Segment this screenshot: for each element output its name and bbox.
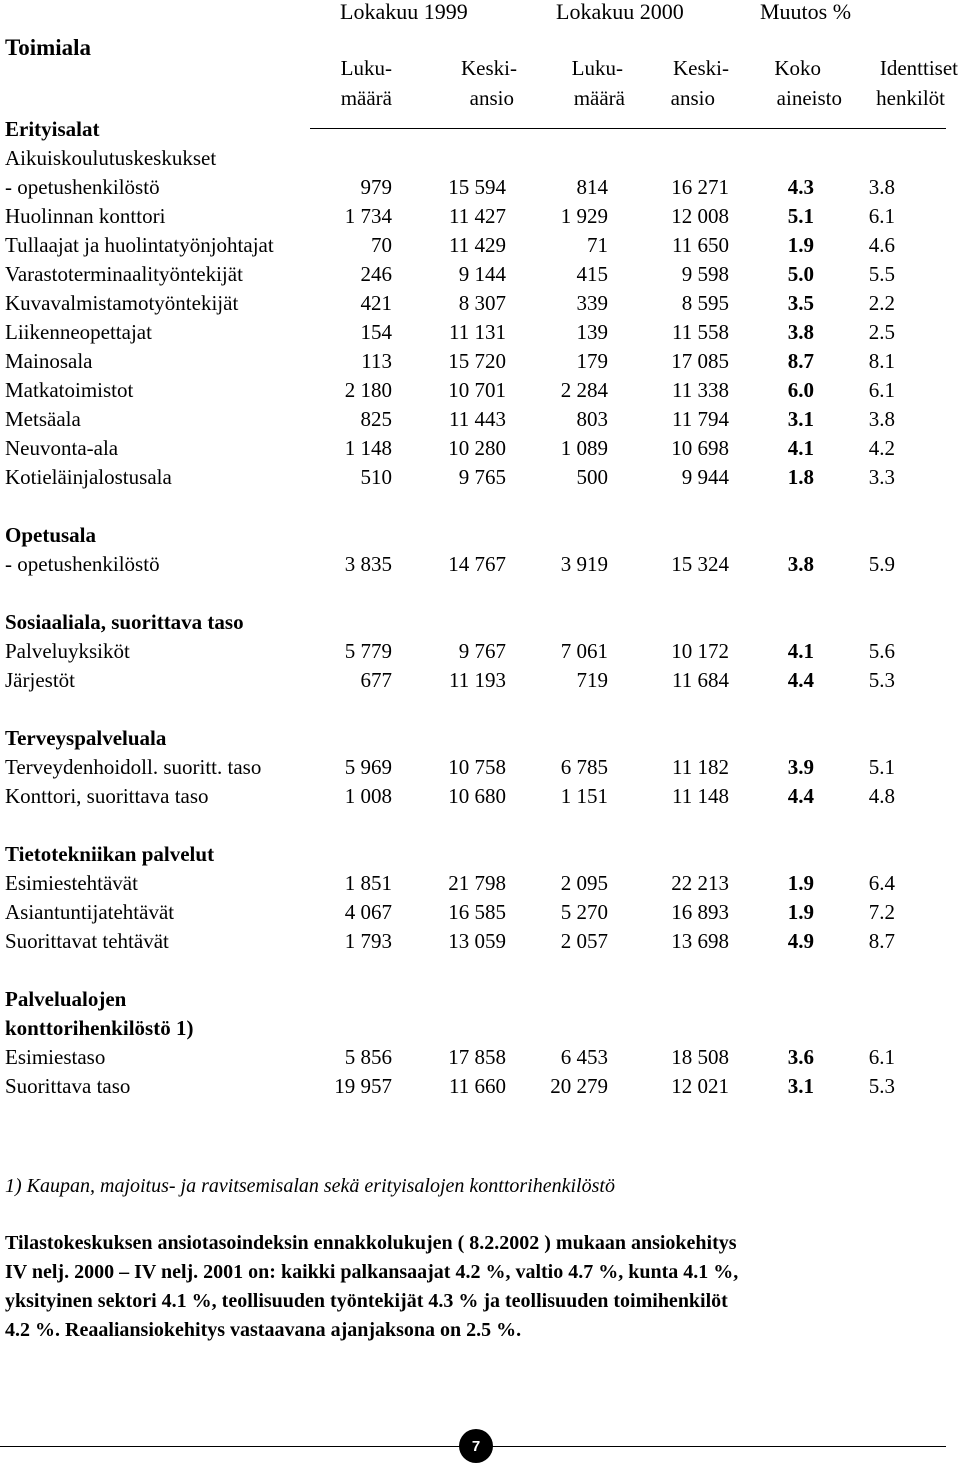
cell-avg-2000: 18 508	[671, 1045, 729, 1069]
cell-count-2000: 2 095	[560, 871, 608, 895]
col-identical-persons-line2: henkilöt	[876, 86, 945, 110]
cell-change-whole: 4.4	[787, 668, 814, 692]
cell-avg-1999: 11 660	[449, 1074, 506, 1098]
cell-count-1999: 510	[360, 465, 392, 489]
col-identical-persons-line1: Identtiset	[879, 56, 958, 80]
cell-change-whole: 3.6	[787, 1045, 814, 1069]
cell-avg-2000: 11 558	[672, 320, 729, 344]
row-label: Esimiestaso	[5, 1045, 106, 1069]
summary-line: yksityinen sektori 4.1 %, teollisuuden työntekijät 4.3 % ja teollisuuden toimihenkilöt	[5, 1290, 728, 1312]
section-title: Opetusala	[5, 523, 97, 547]
col-avg-2000-line2: ansio	[670, 86, 715, 110]
cell-change-identical: 6.4	[868, 871, 895, 895]
table-row	[0, 1045, 960, 1069]
cell-avg-1999: 11 429	[449, 233, 506, 257]
cell-avg-2000: 22 213	[671, 871, 729, 895]
spacer-row	[0, 494, 960, 518]
cell-count-1999: 70	[371, 233, 392, 257]
cell-change-whole: 5.1	[787, 204, 814, 228]
table-row	[0, 233, 960, 257]
table-row	[0, 929, 960, 953]
cell-count-1999: 421	[360, 291, 392, 315]
cell-count-1999: 677	[360, 668, 392, 692]
section-title: Tietotekniikan palvelut	[5, 842, 215, 866]
period-2000-header: Lokakuu 2000	[556, 0, 684, 24]
cell-change-identical: 3.8	[868, 407, 895, 431]
cell-avg-2000: 10 172	[671, 639, 729, 663]
cell-count-2000: 179	[576, 349, 608, 373]
cell-change-whole: 4.4	[787, 784, 814, 808]
cell-change-whole: 6.0	[787, 378, 814, 402]
cell-change-whole: 5.0	[787, 262, 814, 286]
cell-avg-2000: 12 021	[671, 1074, 729, 1098]
row-label: Tullaajat ja huolintatyönjohtajat	[5, 233, 274, 257]
cell-count-1999: 1 148	[344, 436, 392, 460]
cell-count-1999: 2 180	[344, 378, 392, 402]
cell-avg-1999: 10 680	[448, 784, 506, 808]
cell-change-whole: 3.5	[787, 291, 814, 315]
cell-count-1999: 5 969	[344, 755, 392, 779]
row-label: Neuvonta-ala	[5, 436, 119, 460]
section-title: Erityisalat	[5, 117, 100, 141]
cell-change-identical: 2.5	[868, 320, 895, 344]
cell-avg-1999: 10 758	[448, 755, 506, 779]
cell-change-whole: 3.1	[787, 1074, 814, 1098]
row-label: Järjestöt	[5, 668, 75, 692]
col-avg-1999-line1: Keski-	[461, 56, 517, 80]
cell-change-identical: 2.2	[868, 291, 895, 315]
row-label: Konttori, suorittava taso	[5, 784, 209, 808]
cell-change-identical: 8.1	[868, 349, 895, 373]
cell-avg-2000: 11 182	[672, 755, 729, 779]
table-row	[0, 262, 960, 286]
summary-paragraph	[5, 1229, 905, 1345]
cell-avg-1999: 10 280	[448, 436, 506, 460]
row-label: Aikuiskoulutuskeskukset	[5, 146, 217, 170]
cell-count-2000: 1 089	[560, 436, 608, 460]
cell-avg-1999: 15 594	[448, 175, 506, 199]
section-title: Sosiaaliala, suorittava taso	[5, 610, 244, 634]
table-row	[0, 349, 960, 373]
cell-change-identical: 3.8	[868, 175, 895, 199]
cell-count-2000: 719	[576, 668, 608, 692]
row-label: Varastoterminaalityöntekijät	[5, 262, 243, 286]
summary-line: Tilastokeskuksen ansiotasoindeksin ennakkolukujen ( 8.2.2002 ) mukaan ansiokehitys	[5, 1232, 737, 1254]
section-header-row	[0, 610, 960, 634]
cell-count-2000: 6 453	[560, 1045, 608, 1069]
row-label: Mainosala	[5, 349, 93, 373]
summary-line: IV nelj. 2000 – IV nelj. 2001 on: kaikki palkansaajat 4.2 %, valtio 4.7 %, kunta 4.1 %,	[5, 1261, 739, 1283]
cell-count-2000: 7 061	[560, 639, 608, 663]
cell-change-identical: 5.1	[868, 755, 895, 779]
cell-avg-2000: 8 595	[681, 291, 729, 315]
section-header-row	[0, 726, 960, 750]
row-label: Huolinnan konttori	[5, 204, 166, 228]
cell-change-identical: 6.1	[868, 204, 895, 228]
cell-avg-1999: 21 798	[448, 871, 506, 895]
row-label: Asiantuntijatehtävät	[5, 900, 175, 924]
cell-count-2000: 5 270	[560, 900, 608, 924]
section-header-row	[0, 842, 960, 866]
cell-change-whole: 1.8	[787, 465, 814, 489]
cell-count-1999: 3 835	[344, 552, 392, 576]
cell-count-1999: 1 793	[344, 929, 392, 953]
col-count-1999-line2: määrä	[340, 86, 392, 110]
cell-count-2000: 3 919	[560, 552, 608, 576]
row-label: Esimiestehtävät	[5, 871, 138, 895]
cell-avg-1999: 11 131	[449, 320, 506, 344]
cell-change-whole: 4.3	[787, 175, 814, 199]
cell-count-1999: 979	[360, 175, 392, 199]
section-header-row	[0, 117, 960, 141]
table-row	[0, 900, 960, 924]
spacer-row	[0, 958, 960, 982]
cell-count-1999: 246	[360, 262, 392, 286]
cell-count-1999: 4 067	[344, 900, 392, 924]
cell-change-identical: 4.8	[868, 784, 895, 808]
col-whole-data-line1: Koko	[774, 56, 821, 80]
cell-avg-1999: 10 701	[448, 378, 506, 402]
col-whole-data-line2: aineisto	[776, 86, 842, 110]
summary-line: 4.2 %. Reaaliansiokehitys vastaavana ajanjaksona on 2.5 %.	[5, 1319, 522, 1341]
table-row	[0, 755, 960, 779]
cell-count-2000: 1 929	[560, 204, 608, 228]
section-header-row	[0, 523, 960, 547]
period-1999-header: Lokakuu 1999	[340, 0, 468, 24]
cell-change-whole: 4.1	[787, 436, 814, 460]
cell-count-1999: 1 008	[344, 784, 392, 808]
col-count-1999-line1: Luku-	[340, 56, 392, 80]
cell-avg-1999: 17 858	[448, 1045, 506, 1069]
table-row	[0, 871, 960, 895]
cell-count-2000: 803	[576, 407, 608, 431]
cell-change-identical: 7.2	[868, 900, 895, 924]
cell-avg-2000: 15 324	[671, 552, 729, 576]
cell-avg-2000: 17 085	[671, 349, 729, 373]
change-percent-header: Muutos %	[760, 0, 852, 24]
col-count-2000-line1: Luku-	[571, 56, 623, 80]
section-header-row	[0, 987, 960, 1011]
cell-count-2000: 814	[576, 175, 608, 199]
cell-count-2000: 20 279	[550, 1074, 608, 1098]
section-title: Palvelualojen	[5, 987, 127, 1011]
section-header-row	[0, 1016, 960, 1040]
page-number-badge	[459, 1429, 493, 1463]
table-row	[0, 407, 960, 431]
table-row	[0, 291, 960, 315]
row-label: Kotieläinjalostusala	[5, 465, 172, 489]
cell-count-1999: 5 856	[344, 1045, 392, 1069]
cell-avg-2000: 9 598	[681, 262, 729, 286]
cell-change-identical: 5.6	[868, 639, 895, 663]
cell-count-1999: 1 734	[344, 204, 392, 228]
cell-count-1999: 1 851	[344, 871, 392, 895]
cell-avg-2000: 16 893	[671, 900, 729, 924]
col-avg-1999-line2: ansio	[469, 86, 514, 110]
cell-avg-1999: 9 767	[458, 639, 506, 663]
row-label: - opetushenkilöstö	[5, 552, 160, 576]
table-row	[0, 1074, 960, 1098]
cell-avg-2000: 9 944	[681, 465, 729, 489]
table-row	[0, 784, 960, 808]
cell-avg-2000: 11 794	[672, 407, 729, 431]
cell-count-2000: 415	[576, 262, 608, 286]
table-row	[0, 320, 960, 344]
cell-change-identical: 5.3	[868, 668, 895, 692]
spacer-row	[0, 813, 960, 837]
row-label: Matkatoimistot	[5, 378, 134, 402]
cell-count-1999: 825	[360, 407, 392, 431]
row-label: Palveluyksiköt	[5, 639, 130, 663]
cell-change-whole: 3.8	[787, 320, 814, 344]
table-row	[0, 465, 960, 489]
table-row	[0, 668, 960, 692]
cell-avg-1999: 9 144	[458, 262, 506, 286]
cell-change-identical: 5.9	[868, 552, 895, 576]
cell-change-whole: 1.9	[787, 871, 814, 895]
cell-count-2000: 2 284	[560, 378, 608, 402]
cell-change-identical: 5.3	[868, 1074, 895, 1098]
cell-count-1999: 5 779	[344, 639, 392, 663]
row-label: Kuvavalmistamotyöntekijät	[5, 291, 239, 315]
cell-avg-2000: 11 684	[672, 668, 729, 692]
cell-change-whole: 1.9	[787, 233, 814, 257]
cell-avg-1999: 13 059	[448, 929, 506, 953]
cell-avg-1999: 15 720	[448, 349, 506, 373]
cell-change-whole: 3.9	[787, 755, 814, 779]
row-label: Terveydenhoidoll. suoritt. taso	[5, 755, 262, 779]
cell-avg-2000: 12 008	[671, 204, 729, 228]
table-row	[0, 204, 960, 228]
cell-change-identical: 8.7	[868, 929, 895, 953]
cell-avg-1999: 9 765	[458, 465, 506, 489]
cell-change-identical: 6.1	[868, 378, 895, 402]
table-row	[0, 436, 960, 460]
row-label: Liikenneopettajat	[5, 320, 152, 344]
cell-count-2000: 6 785	[560, 755, 608, 779]
cell-avg-2000: 11 148	[672, 784, 729, 808]
cell-change-identical: 4.2	[868, 436, 895, 460]
spacer-row	[0, 697, 960, 721]
cell-count-2000: 71	[587, 233, 608, 257]
cell-change-whole: 3.1	[787, 407, 814, 431]
cell-count-2000: 2 057	[560, 929, 608, 953]
cell-avg-2000: 16 271	[671, 175, 729, 199]
table-row	[0, 552, 960, 576]
cell-count-1999: 19 957	[334, 1074, 392, 1098]
cell-avg-1999: 11 443	[449, 407, 506, 431]
section-title: konttorihenkilöstö 1)	[5, 1016, 194, 1040]
cell-change-whole: 4.9	[787, 929, 814, 953]
cell-change-whole: 1.9	[787, 900, 814, 924]
cell-count-2000: 500	[576, 465, 608, 489]
cell-avg-2000: 10 698	[671, 436, 729, 460]
cell-avg-1999: 11 427	[449, 204, 506, 228]
row-label: - opetushenkilöstö	[5, 175, 160, 199]
footnote: 1) Kaupan, majoitus- ja ravitsemisalan sekä erityisalojen konttorihenkilöstö	[5, 1175, 615, 1197]
cell-avg-2000: 11 650	[672, 233, 729, 257]
table-row	[0, 175, 960, 199]
cell-avg-2000: 11 338	[672, 378, 729, 402]
cell-avg-1999: 11 193	[449, 668, 506, 692]
col-avg-2000-line1: Keski-	[673, 56, 729, 80]
cell-avg-1999: 16 585	[448, 900, 506, 924]
cell-count-1999: 154	[360, 320, 392, 344]
row-label: Metsäala	[5, 407, 81, 431]
table-title-toimiala: Toimiala	[5, 35, 92, 60]
cell-avg-1999: 14 767	[448, 552, 506, 576]
cell-change-whole: 8.7	[787, 349, 814, 373]
cell-change-whole: 3.8	[787, 552, 814, 576]
cell-avg-2000: 13 698	[671, 929, 729, 953]
cell-change-identical: 5.5	[868, 262, 895, 286]
table-row	[0, 378, 960, 402]
text-row	[0, 146, 960, 170]
table-row	[0, 639, 960, 663]
cell-count-2000: 1 151	[560, 784, 608, 808]
cell-avg-1999: 8 307	[458, 291, 506, 315]
row-label: Suorittavat tehtävät	[5, 929, 169, 953]
page-number: 7	[471, 1437, 481, 1455]
row-label: Suorittava taso	[5, 1074, 131, 1098]
section-title: Terveyspalveluala	[5, 726, 167, 750]
cell-change-identical: 4.6	[868, 233, 895, 257]
cell-count-1999: 113	[361, 349, 392, 373]
spacer-row	[0, 581, 960, 605]
cell-change-whole: 4.1	[787, 639, 814, 663]
cell-change-identical: 6.1	[868, 1045, 895, 1069]
cell-change-identical: 3.3	[868, 465, 895, 489]
cell-count-2000: 139	[576, 320, 608, 344]
cell-count-2000: 339	[576, 291, 608, 315]
col-count-2000-line2: määrä	[573, 86, 625, 110]
